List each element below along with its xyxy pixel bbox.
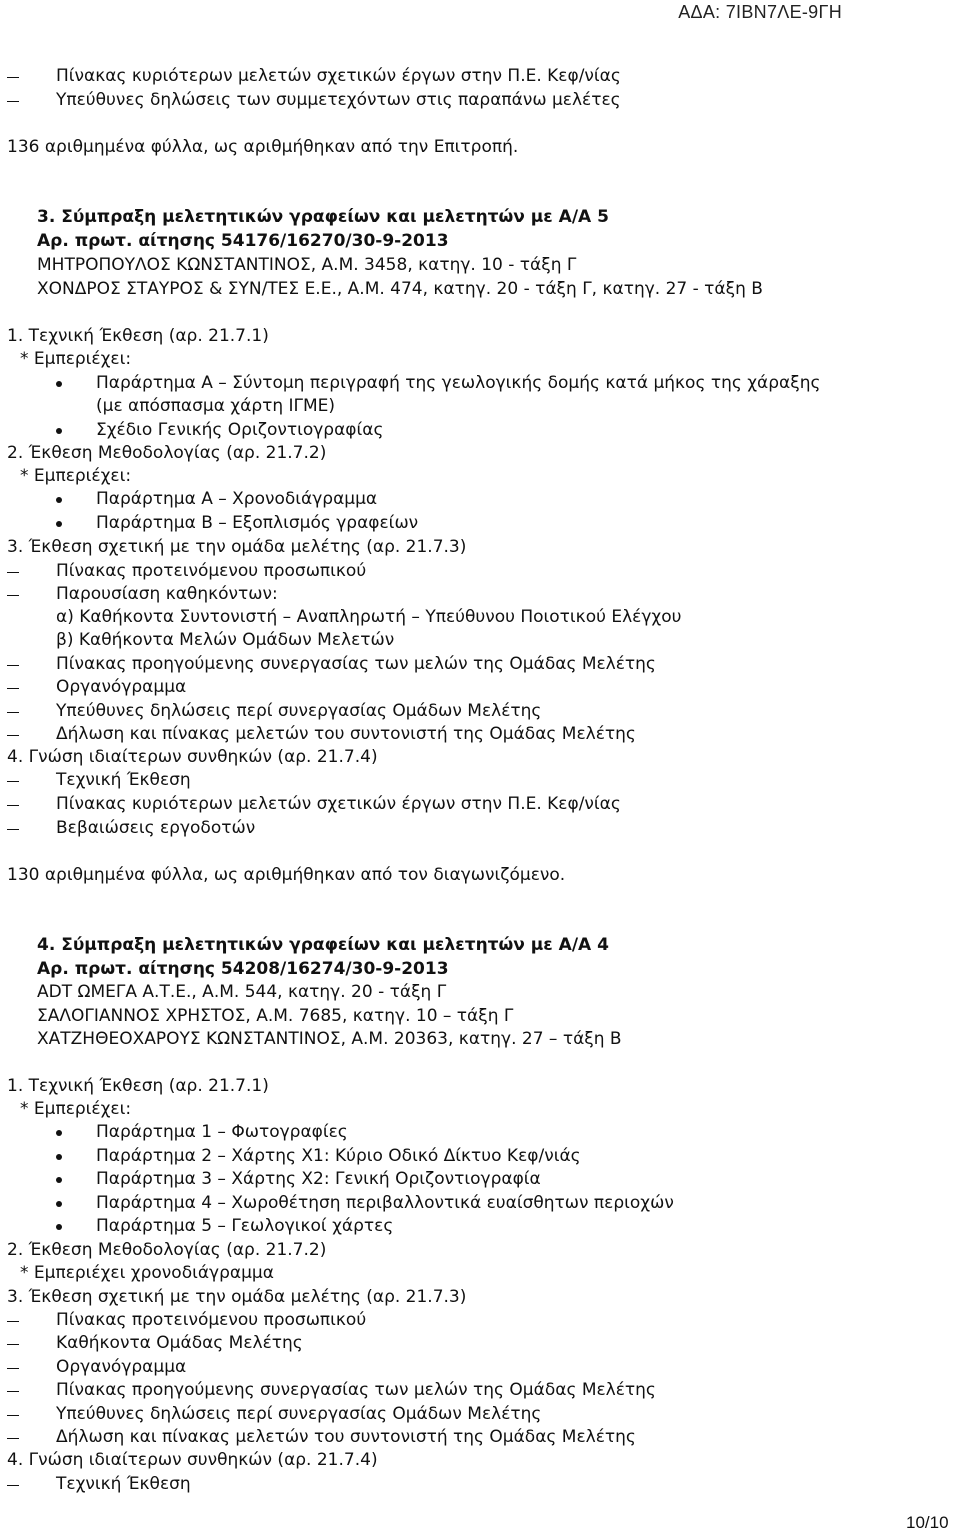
includes-label: * Εμπεριέχει: bbox=[20, 1099, 132, 1119]
page-number: 10/10 bbox=[906, 1513, 949, 1532]
list-item: Υπεύθυνες δηλώσεις των συμμετεχόντων στις παραπάνω μελέτες bbox=[56, 90, 621, 110]
list-item: Δήλωση και πίνακας μελετών του συντονιστή της Ομάδας Μελέτης bbox=[56, 724, 636, 744]
list-item: Υπεύθυνες δηλώσεις περί συνεργασίας Ομάδων Μελέτης bbox=[56, 701, 542, 721]
bullet-item: Παράρτημα Α – Σύντομη περιγραφή της γεωλογικής δομής κατά μήκος της χάραξης bbox=[96, 373, 821, 393]
list-item: Πίνακας κυριότερων μελετών σχετικών έργων στην Π.Ε. Κεφ/νίας bbox=[56, 66, 621, 86]
list-item: Πίνακας προηγούμενης συνεργασίας των μελών της Ομάδας Μελέτης bbox=[56, 1380, 656, 1400]
document-title: 2. Έκθεση Μεθοδολογίας (αρ. 21.7.2) bbox=[7, 1240, 327, 1260]
includes-label: * Εμπεριέχει χρονοδιάγραμμα bbox=[20, 1263, 274, 1283]
list-item: Οργανόγραμμα bbox=[56, 1357, 187, 1377]
bullet-item: Σχέδιο Γενικής Οριζοντιογραφίας bbox=[96, 420, 384, 440]
document-title: 3. Έκθεση σχετική με την ομάδα μελέτης (αρ. 21.7.3) bbox=[7, 1287, 467, 1307]
bullet-continuation: (με απόσπασμα χάρτη ΙΓΜΕ) bbox=[96, 396, 336, 416]
list-item: Πίνακας προτεινόμενου προσωπικού bbox=[56, 561, 367, 581]
member-line: ΣΑΛΟΓΙΑΝΝΟΣ ΧΡΗΣΤΟΣ, Α.Μ. 7685, κατηγ. 10 – τάξη Γ bbox=[37, 1006, 514, 1026]
section-heading: 4. Σύμπραξη μελετητικών γραφείων και μελετητών με Α/Α 4 bbox=[37, 935, 609, 955]
list-subitem: β) Καθήκοντα Μελών Ομάδων Μελετών bbox=[56, 630, 395, 650]
document-title: 4. Γνώση ιδιαίτερων συνθηκών (αρ. 21.7.4) bbox=[7, 1450, 378, 1470]
list-item: Πίνακας προτεινόμενου προσωπικού bbox=[56, 1310, 367, 1330]
bullet-item: Παράρτημα Α – Χρονοδιάγραμμα bbox=[96, 489, 378, 509]
member-line: ΧΑΤΖΗΘΕΟΧΑΡΟΥΣ ΚΩΝΣΤΑΝΤΙΝΟΣ, Α.Μ. 20363, κατηγ. 27 – τάξη Β bbox=[37, 1029, 622, 1049]
document-title: 1. Τεχνική Έκθεση (αρ. 21.7.1) bbox=[7, 326, 269, 346]
member-line: ΜΗΤΡΟΠΟΥΛΟΣ ΚΩΝΣΤΑΝΤΙΝΟΣ, Α.Μ. 3458, κατηγ. 10 - τάξη Γ bbox=[37, 255, 577, 275]
document-title: 2. Έκθεση Μεθοδολογίας (αρ. 21.7.2) bbox=[7, 443, 327, 463]
list-item: Τεχνική Έκθεση bbox=[56, 1474, 191, 1494]
member-line: ADT ΩΜΕΓΑ Α.Τ.Ε., Α.Μ. 544, κατηγ. 20 - τάξη Γ bbox=[37, 982, 447, 1002]
list-item: Πίνακας κυριότερων μελετών σχετικών έργων στην Π.Ε. Κεφ/νίας bbox=[56, 794, 621, 814]
list-item: Οργανόγραμμα bbox=[56, 677, 187, 697]
ada-code: ΑΔΑ: 7ΙΒΝ7ΛΕ-9ΓΗ bbox=[678, 2, 842, 22]
sheet-count-note: 130 αριθμημένα φύλλα, ως αριθμήθηκαν από τον διαγωνιζόμενο. bbox=[7, 865, 566, 885]
section-heading: 3. Σύμπραξη μελετητικών γραφείων και μελετητών με Α/Α 5 bbox=[37, 207, 609, 227]
bullet-item: Παράρτημα 5 – Γεωλογικοί χάρτες bbox=[96, 1216, 394, 1236]
list-item: Παρουσίαση καθηκόντων: bbox=[56, 584, 278, 604]
list-item: Υπεύθυνες δηλώσεις περί συνεργασίας Ομάδων Μελέτης bbox=[56, 1404, 542, 1424]
includes-label: * Εμπεριέχει: bbox=[20, 466, 132, 486]
list-item: Βεβαιώσεις εργοδοτών bbox=[56, 818, 256, 838]
sheet-count-note: 136 αριθμημένα φύλλα, ως αριθμήθηκαν από την Επιτροπή. bbox=[7, 137, 519, 157]
application-number: Αρ. πρωτ. αίτησης 54208/16274/30-9-2013 bbox=[37, 959, 449, 979]
includes-label: * Εμπεριέχει: bbox=[20, 349, 132, 369]
bullet-item: Παράρτημα Β – Εξοπλισμός γραφείων bbox=[96, 513, 419, 533]
document-title: 3. Έκθεση σχετική με την ομάδα μελέτης (αρ. 21.7.3) bbox=[7, 537, 467, 557]
list-item: Πίνακας προηγούμενης συνεργασίας των μελών της Ομάδας Μελέτης bbox=[56, 654, 656, 674]
bullet-item: Παράρτημα 3 – Χάρτης Χ2: Γενική Οριζοντιογραφία bbox=[96, 1169, 541, 1189]
bullet-item: Παράρτημα 2 – Χάρτης Χ1: Κύριο Οδικό Δίκτυο Κεφ/νιάς bbox=[96, 1146, 581, 1166]
list-item: Δήλωση και πίνακας μελετών του συντονιστή της Ομάδας Μελέτης bbox=[56, 1427, 636, 1447]
document-title: 4. Γνώση ιδιαίτερων συνθηκών (αρ. 21.7.4) bbox=[7, 747, 378, 767]
bullet-item: Παράρτημα 4 – Χωροθέτηση περιβαλλοντικά ευαίσθητων περιοχών bbox=[96, 1193, 674, 1213]
bullet-item: Παράρτημα 1 – Φωτογραφίες bbox=[96, 1122, 348, 1142]
list-subitem: α) Καθήκοντα Συντονιστή – Αναπληρωτή – Υπεύθυνου Ποιοτικού Ελέγχου bbox=[56, 607, 682, 627]
member-line: ΧΟΝΔΡΟΣ ΣΤΑΥΡΟΣ & ΣΥΝ/ΤΕΣ Ε.Ε., Α.Μ. 474, κατηγ. 20 - τάξη Γ, κατηγ. 27 - τάξη Β bbox=[37, 279, 763, 299]
application-number: Αρ. πρωτ. αίτησης 54176/16270/30-9-2013 bbox=[37, 231, 449, 251]
document-title: 1. Τεχνική Έκθεση (αρ. 21.7.1) bbox=[7, 1076, 269, 1096]
list-item: Τεχνική Έκθεση bbox=[56, 770, 191, 790]
list-item: Καθήκοντα Ομάδας Μελέτης bbox=[56, 1333, 303, 1353]
